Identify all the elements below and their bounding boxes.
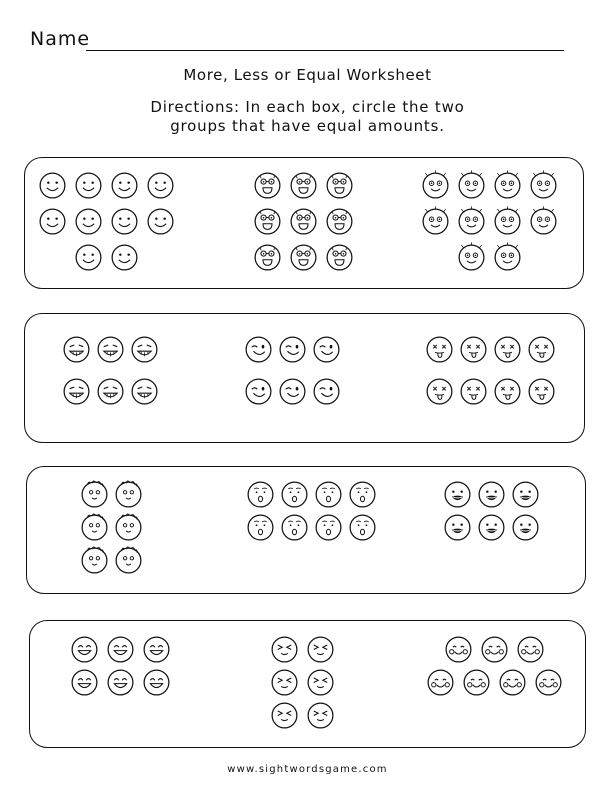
smile-face-icon <box>39 172 66 199</box>
surprised-face-icon <box>247 514 274 541</box>
sparkle-face-icon <box>494 172 521 199</box>
grin-face-icon <box>97 336 124 363</box>
sparkle-face-icon <box>530 208 557 235</box>
cheek-face-icon <box>481 636 508 663</box>
surprised-face-icon <box>247 481 274 508</box>
smile-face-icon <box>111 244 138 271</box>
grin-face-icon <box>63 378 90 405</box>
hair-face-icon <box>81 481 108 508</box>
glasses-face-icon <box>326 172 353 199</box>
hair-face-icon <box>81 514 108 541</box>
surprised-face-icon <box>315 481 342 508</box>
surprised-face-icon <box>281 481 308 508</box>
tongue-face-icon <box>494 378 521 405</box>
name-label: Name <box>30 28 91 50</box>
wink-face-icon <box>313 378 340 405</box>
sparkle-face-icon <box>494 208 521 235</box>
cheek-face-icon <box>463 669 490 696</box>
tongue-face-icon <box>426 336 453 363</box>
wink-face-icon <box>279 336 306 363</box>
smile-face-icon <box>75 208 102 235</box>
smile-face-icon <box>75 172 102 199</box>
lips-face-icon <box>478 481 505 508</box>
sparkle-face-icon <box>494 244 521 271</box>
lips-face-icon <box>512 514 539 541</box>
glasses-face-icon <box>254 244 281 271</box>
hair-face-icon <box>81 547 108 574</box>
name-line[interactable] <box>86 50 564 51</box>
sparkle-face-icon <box>458 208 485 235</box>
sparkle-face-icon <box>458 172 485 199</box>
tongue-face-icon <box>528 336 555 363</box>
sparkle-face-icon <box>530 172 557 199</box>
surprised-face-icon <box>349 514 376 541</box>
squint-face-icon <box>307 669 334 696</box>
directions-line-2: groups that have equal amounts. <box>170 117 445 135</box>
surprised-face-icon <box>349 481 376 508</box>
website-footer: www.sightwordsgame.com <box>227 764 388 775</box>
smile-face-icon <box>147 172 174 199</box>
hair-face-icon <box>115 547 142 574</box>
glasses-face-icon <box>290 244 317 271</box>
lips-face-icon <box>444 481 471 508</box>
happy-face-icon <box>71 636 98 663</box>
happy-face-icon <box>143 636 170 663</box>
glasses-face-icon <box>254 172 281 199</box>
tongue-face-icon <box>460 336 487 363</box>
squint-face-icon <box>307 702 334 729</box>
squint-face-icon <box>271 702 298 729</box>
wink-face-icon <box>245 336 272 363</box>
wink-face-icon <box>279 378 306 405</box>
sparkle-face-icon <box>422 208 449 235</box>
lips-face-icon <box>512 481 539 508</box>
cheek-face-icon <box>427 669 454 696</box>
sparkle-face-icon <box>458 244 485 271</box>
glasses-face-icon <box>290 172 317 199</box>
grin-face-icon <box>131 378 158 405</box>
directions-line-1: Directions: In each box, circle the two <box>150 98 465 116</box>
tongue-face-icon <box>426 378 453 405</box>
tongue-face-icon <box>528 378 555 405</box>
smile-face-icon <box>111 172 138 199</box>
worksheet-title: More, Less or Equal Worksheet <box>183 66 432 84</box>
surprised-face-icon <box>281 514 308 541</box>
directions <box>0 98 615 136</box>
happy-face-icon <box>107 636 134 663</box>
grin-face-icon <box>131 336 158 363</box>
wink-face-icon <box>313 336 340 363</box>
lips-face-icon <box>478 514 505 541</box>
smile-face-icon <box>75 244 102 271</box>
grin-face-icon <box>97 378 124 405</box>
tongue-face-icon <box>494 336 521 363</box>
hair-face-icon <box>115 481 142 508</box>
smile-face-icon <box>39 208 66 235</box>
cheek-face-icon <box>499 669 526 696</box>
hair-face-icon <box>115 514 142 541</box>
glasses-face-icon <box>326 244 353 271</box>
cheek-face-icon <box>517 636 544 663</box>
smile-face-icon <box>147 208 174 235</box>
happy-face-icon <box>107 669 134 696</box>
sparkle-face-icon <box>422 172 449 199</box>
grin-face-icon <box>63 336 90 363</box>
lips-face-icon <box>444 514 471 541</box>
tongue-face-icon <box>460 378 487 405</box>
surprised-face-icon <box>315 514 342 541</box>
glasses-face-icon <box>254 208 281 235</box>
smile-face-icon <box>111 208 138 235</box>
cheek-face-icon <box>535 669 562 696</box>
squint-face-icon <box>271 669 298 696</box>
squint-face-icon <box>271 636 298 663</box>
glasses-face-icon <box>290 208 317 235</box>
wink-face-icon <box>245 378 272 405</box>
happy-face-icon <box>143 669 170 696</box>
cheek-face-icon <box>445 636 472 663</box>
glasses-face-icon <box>326 208 353 235</box>
squint-face-icon <box>307 636 334 663</box>
happy-face-icon <box>71 669 98 696</box>
